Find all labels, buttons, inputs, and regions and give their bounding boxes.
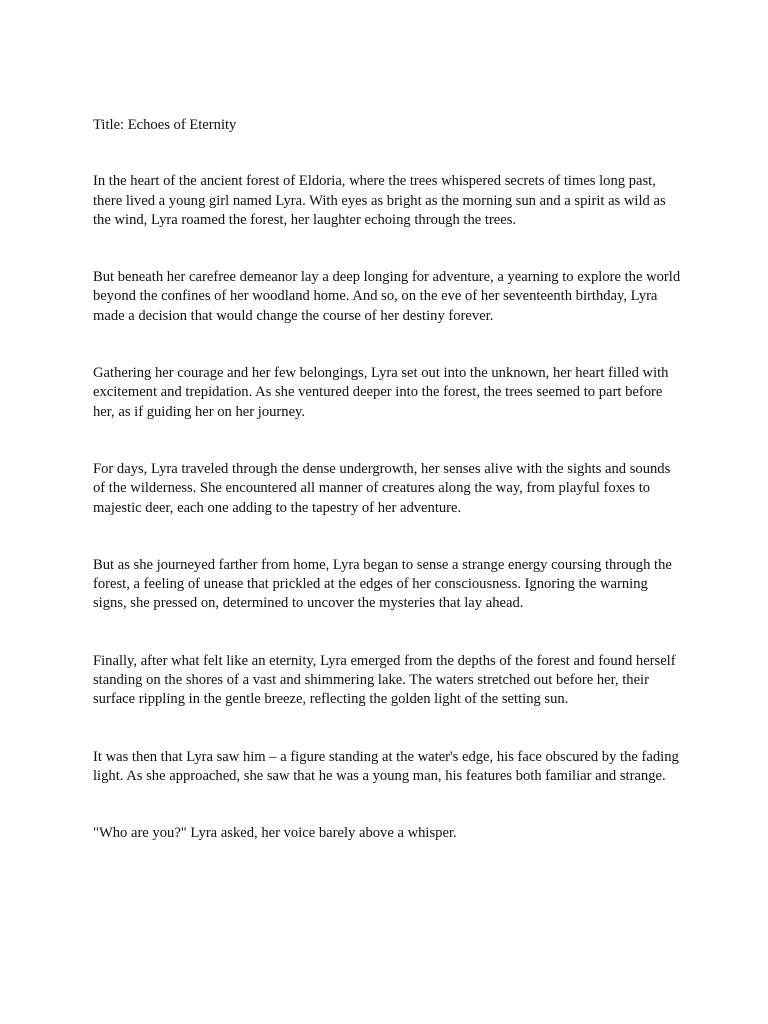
paragraph: Finally, after what felt like an eternity, Lyra emerged from the depths of the forest and found herself standing on the shores of a vast and shimmering lake. The waters stretched out before her, their surface rippling in the gentle breeze, reflecting the golden light of the setting sun.: [93, 652, 676, 708]
paragraph: But as she journeyed farther from home, Lyra began to sense a strange energy coursing through the forest, a feeling of unease that prickled at the edges of her consciousness. Ignoring the warning signs, she pressed on, determined to uncover the mysteries that lay ahead.: [93, 556, 672, 612]
paragraph: It was then that Lyra saw him – a figure standing at the water's edge, his face obscured by the fading light. As she approached, she saw that he was a young man, his features both familiar and strange.: [93, 748, 679, 784]
document-title: Title: Echoes of Eternity: [93, 117, 237, 133]
paragraph: In the heart of the ancient forest of Eldoria, where the trees whispered secrets of times long past, there lived a young girl named Lyra. With eyes as bright as the morning sun and a spirit as wild as the wind, Lyra roamed the forest, her laughter echoing through the trees.: [93, 173, 666, 228]
paragraph: Gathering her courage and her few belongings, Lyra set out into the unknown, her heart filled with excitement and trepidation. As she ventured deeper into the forest, the trees seemed to part before her, as if guiding her on her journey.: [93, 365, 669, 420]
paragraph: For days, Lyra traveled through the dense undergrowth, her senses alive with the sights and sounds of the wilderness. She encountered all manner of creatures along the way, from playful foxes to majestic deer, each one adding to the tapestry of her adventure.: [93, 460, 671, 516]
paragraph: But beneath her carefree demeanor lay a deep longing for adventure, a yearning to explore the world beyond the confines of her woodland home. And so, on the eve of her seventeenth birthday, Lyra made a decision that would change the course of her destiny forever.: [93, 269, 681, 324]
document-body: [93, 116, 683, 882]
paragraph: "Who are you?" Lyra asked, her voice barely above a whisper.: [93, 825, 457, 842]
